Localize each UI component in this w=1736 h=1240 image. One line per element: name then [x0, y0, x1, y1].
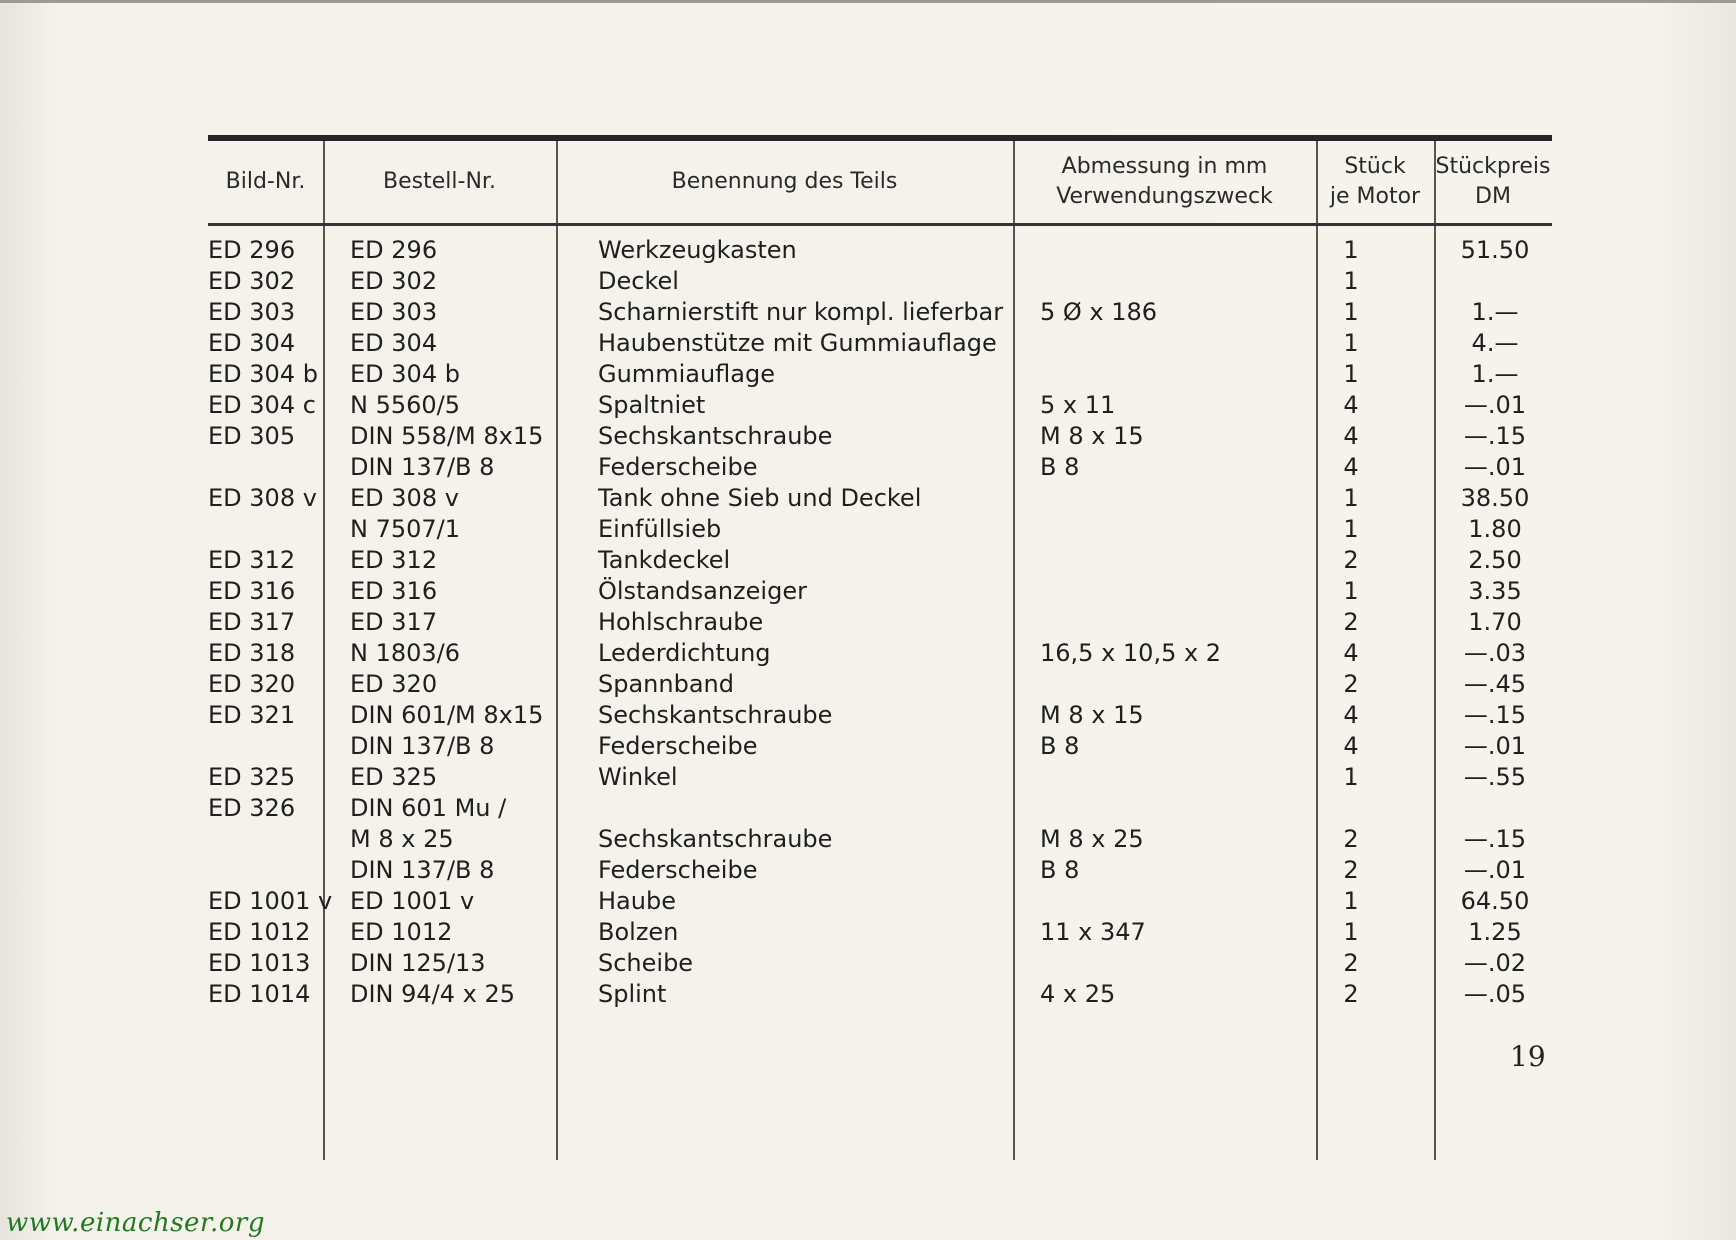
- cell-benennung: Lederdichtung: [598, 639, 771, 667]
- cell-abmessung: M 8 x 25: [1040, 825, 1144, 853]
- cell-preis: —.15: [1463, 825, 1527, 853]
- cell-bestell-nr: ED 1001 v: [350, 887, 475, 915]
- header-abmessung-line2: Verwendungszweck: [1056, 184, 1273, 209]
- cell-stueck: 2: [1343, 825, 1359, 853]
- cell-stueck: 4: [1343, 639, 1359, 667]
- table-row: [208, 731, 1552, 762]
- table-row: [208, 235, 1552, 266]
- cell-stueck: 4: [1343, 732, 1359, 760]
- table-row: [208, 607, 1552, 638]
- cell-benennung: Federscheibe: [598, 856, 758, 884]
- table-row: [208, 545, 1552, 576]
- cell-benennung: Scheibe: [598, 949, 694, 977]
- cell-preis: —.15: [1463, 701, 1527, 729]
- cell-preis: —.05: [1463, 980, 1527, 1008]
- cell-preis: 1.—: [1471, 298, 1519, 326]
- cell-preis: —.15: [1463, 422, 1527, 450]
- cell-bild-nr: ED 326: [208, 794, 296, 822]
- cell-benennung: Hohlschraube: [598, 608, 764, 636]
- cell-stueck: 1: [1343, 236, 1359, 264]
- table-row: [208, 390, 1552, 421]
- cell-stueck: 4: [1343, 701, 1359, 729]
- cell-stueck: 2: [1343, 608, 1359, 636]
- cell-stueck: 4: [1343, 453, 1359, 481]
- cell-bild-nr: ED 296: [208, 236, 296, 264]
- table-row: [208, 266, 1552, 297]
- header-benennung: [556, 141, 1013, 223]
- cell-bestell-nr: ED 317: [350, 608, 438, 636]
- table-row: [208, 886, 1552, 917]
- cell-bestell-nr: DIN 125/13: [350, 949, 486, 977]
- cell-abmessung: 16,5 x 10,5 x 2: [1040, 639, 1222, 667]
- cell-abmessung: 4 x 25: [1040, 980, 1116, 1008]
- cell-bestell-nr: DIN 558/M 8x15: [350, 422, 544, 450]
- cell-preis: 64.50: [1460, 887, 1530, 915]
- cell-stueck: 1: [1343, 360, 1359, 388]
- cell-stueck: 1: [1343, 918, 1359, 946]
- page-edge-line: [0, 0, 1736, 3]
- cell-preis: —.45: [1463, 670, 1527, 698]
- cell-benennung: Federscheibe: [598, 732, 758, 760]
- cell-preis: 3.35: [1468, 577, 1522, 605]
- cell-stueck: 1: [1343, 329, 1359, 357]
- cell-preis: 1.—: [1471, 360, 1519, 388]
- header-bild-nr-label: Bild-Nr.: [225, 169, 306, 194]
- cell-benennung: Spannband: [598, 670, 734, 698]
- cell-stueck: 1: [1343, 484, 1359, 512]
- cell-preis: —.01: [1463, 391, 1527, 419]
- cell-benennung: Tankdeckel: [598, 546, 731, 574]
- table-row: [208, 917, 1552, 948]
- table-row: [208, 824, 1552, 855]
- header-stueck: [1316, 141, 1434, 223]
- cell-stueck: 1: [1343, 577, 1359, 605]
- cell-bestell-nr: ED 302: [350, 267, 438, 295]
- cell-bestell-nr: ED 312: [350, 546, 438, 574]
- cell-bild-nr: ED 308 v: [208, 484, 317, 512]
- cell-preis: 1.70: [1468, 608, 1522, 636]
- table-row: [208, 359, 1552, 390]
- table-row: [208, 514, 1552, 545]
- cell-bild-nr: ED 1001 v: [208, 887, 333, 915]
- cell-bestell-nr: DIN 137/B 8: [350, 453, 495, 481]
- table-row: [208, 452, 1552, 483]
- table-row: [208, 979, 1552, 1010]
- cell-bild-nr: ED 304 c: [208, 391, 316, 419]
- table-row: [208, 297, 1552, 328]
- cell-benennung: Haubenstütze mit Gummiauflage: [598, 329, 997, 357]
- cell-preis: —.01: [1463, 856, 1527, 884]
- cell-bild-nr: ED 320: [208, 670, 296, 698]
- cell-bild-nr: ED 304: [208, 329, 296, 357]
- cell-bild-nr: ED 325: [208, 763, 296, 791]
- cell-bild-nr: ED 316: [208, 577, 296, 605]
- cell-bestell-nr: M 8 x 25: [350, 825, 454, 853]
- cell-abmessung: M 8 x 15: [1040, 701, 1144, 729]
- cell-bestell-nr: DIN 94/4 x 25: [350, 980, 516, 1008]
- page-number: 19: [1510, 1040, 1546, 1073]
- cell-abmessung: 5 x 11: [1040, 391, 1116, 419]
- table-row: [208, 855, 1552, 886]
- cell-bild-nr: ED 302: [208, 267, 296, 295]
- cell-abmessung: B 8: [1040, 732, 1080, 760]
- cell-stueck: 1: [1343, 298, 1359, 326]
- cell-preis: —.01: [1463, 453, 1527, 481]
- cell-preis: 51.50: [1460, 236, 1530, 264]
- table-row: [208, 638, 1552, 669]
- cell-bild-nr: ED 303: [208, 298, 296, 326]
- cell-benennung: Gummiauflage: [598, 360, 775, 388]
- cell-benennung: Sechskantschraube: [598, 701, 833, 729]
- table-row: [208, 669, 1552, 700]
- cell-bestell-nr: ED 304 b: [350, 360, 460, 388]
- cell-bild-nr: ED 305: [208, 422, 296, 450]
- table-row: [208, 948, 1552, 979]
- table-row: [208, 700, 1552, 731]
- cell-bestell-nr: DIN 137/B 8: [350, 732, 495, 760]
- cell-benennung: Werkzeugkasten: [598, 236, 797, 264]
- cell-stueck: 2: [1343, 980, 1359, 1008]
- header-bestell-nr: [323, 141, 556, 223]
- cell-bild-nr: ED 1012: [208, 918, 311, 946]
- cell-benennung: Ölstandsanzeiger: [598, 577, 807, 605]
- cell-stueck: 1: [1343, 267, 1359, 295]
- cell-bild-nr: ED 317: [208, 608, 296, 636]
- cell-abmessung: 5 Ø x 186: [1040, 298, 1158, 326]
- cell-preis: —.55: [1463, 763, 1527, 791]
- cell-benennung: Scharnierstift nur kompl. lieferbar: [598, 298, 1004, 326]
- cell-benennung: Sechskantschraube: [598, 422, 833, 450]
- header-preis-line2: DM: [1475, 184, 1511, 209]
- cell-preis: —.01: [1463, 732, 1527, 760]
- cell-bestell-nr: DIN 601 Mu /: [350, 794, 507, 822]
- cell-bestell-nr: ED 1012: [350, 918, 453, 946]
- cell-benennung: Sechskantschraube: [598, 825, 833, 853]
- cell-stueck: 2: [1343, 856, 1359, 884]
- cell-stueck: 2: [1343, 670, 1359, 698]
- header-abmessung: [1013, 141, 1316, 223]
- cell-bestell-nr: DIN 137/B 8: [350, 856, 495, 884]
- table-row: [208, 483, 1552, 514]
- cell-bestell-nr: N 5560/5: [350, 391, 461, 419]
- header-bestell-nr-label: Bestell-Nr.: [383, 169, 496, 194]
- cell-stueck: 2: [1343, 546, 1359, 574]
- cell-bestell-nr: N 1803/6: [350, 639, 461, 667]
- cell-bild-nr: ED 1013: [208, 949, 311, 977]
- header-bild-nr: [208, 141, 323, 223]
- header-abmessung-line1: Abmessung in mm: [1061, 154, 1268, 179]
- cell-stueck: 1: [1343, 887, 1359, 915]
- cell-stueck: 4: [1343, 422, 1359, 450]
- cell-benennung: Federscheibe: [598, 453, 758, 481]
- cell-abmessung: M 8 x 15: [1040, 422, 1144, 450]
- cell-abmessung: B 8: [1040, 453, 1080, 481]
- cell-preis: —.03: [1463, 639, 1527, 667]
- cell-benennung: Tank ohne Sieb und Deckel: [598, 484, 922, 512]
- cell-stueck: 1: [1343, 763, 1359, 791]
- cell-benennung: Haube: [598, 887, 676, 915]
- cell-bild-nr: ED 304 b: [208, 360, 318, 388]
- cell-preis: 1.25: [1468, 918, 1522, 946]
- cell-bestell-nr: ED 316: [350, 577, 438, 605]
- cell-bestell-nr: ED 325: [350, 763, 438, 791]
- cell-benennung: Splint: [598, 980, 667, 1008]
- cell-bestell-nr: N 7507/1: [350, 515, 461, 543]
- table-row: [208, 421, 1552, 452]
- header-stueck-line1: Stück: [1344, 154, 1406, 179]
- cell-preis: —.02: [1463, 949, 1527, 977]
- table-row: [208, 328, 1552, 359]
- header-stueck-line2: je Motor: [1329, 184, 1421, 209]
- header-preis-line1: Stückpreis: [1435, 154, 1551, 179]
- header-benennung-label: Benennung des Teils: [671, 169, 898, 194]
- cell-bild-nr: ED 1014: [208, 980, 311, 1008]
- cell-preis: 2.50: [1468, 546, 1522, 574]
- cell-bestell-nr: ED 296: [350, 236, 438, 264]
- cell-stueck: 4: [1343, 391, 1359, 419]
- watermark-text: www.einachser.org: [6, 1208, 265, 1238]
- header-preis: [1434, 141, 1552, 223]
- table-row: [208, 576, 1552, 607]
- cell-benennung: Winkel: [598, 763, 678, 791]
- cell-abmessung: 11 x 347: [1040, 918, 1146, 946]
- cell-preis: 1.80: [1468, 515, 1522, 543]
- cell-preis: 4.—: [1471, 329, 1519, 357]
- cell-bestell-nr: ED 304: [350, 329, 438, 357]
- cell-benennung: Einfüllsieb: [598, 515, 722, 543]
- table-row: [208, 793, 1552, 824]
- cell-bild-nr: ED 312: [208, 546, 296, 574]
- cell-benennung: Spaltniet: [598, 391, 706, 419]
- cell-benennung: Bolzen: [598, 918, 679, 946]
- cell-bild-nr: ED 318: [208, 639, 296, 667]
- cell-bestell-nr: ED 308 v: [350, 484, 459, 512]
- table-header-rule: [208, 223, 1552, 226]
- cell-stueck: 1: [1343, 515, 1359, 543]
- cell-stueck: 2: [1343, 949, 1359, 977]
- cell-abmessung: B 8: [1040, 856, 1080, 884]
- cell-benennung: Deckel: [598, 267, 679, 295]
- cell-bild-nr: ED 321: [208, 701, 296, 729]
- cell-bestell-nr: ED 320: [350, 670, 438, 698]
- table-body: [208, 235, 1552, 1010]
- cell-bestell-nr: ED 303: [350, 298, 438, 326]
- cell-preis: 38.50: [1460, 484, 1530, 512]
- table-row: [208, 762, 1552, 793]
- cell-bestell-nr: DIN 601/M 8x15: [350, 701, 544, 729]
